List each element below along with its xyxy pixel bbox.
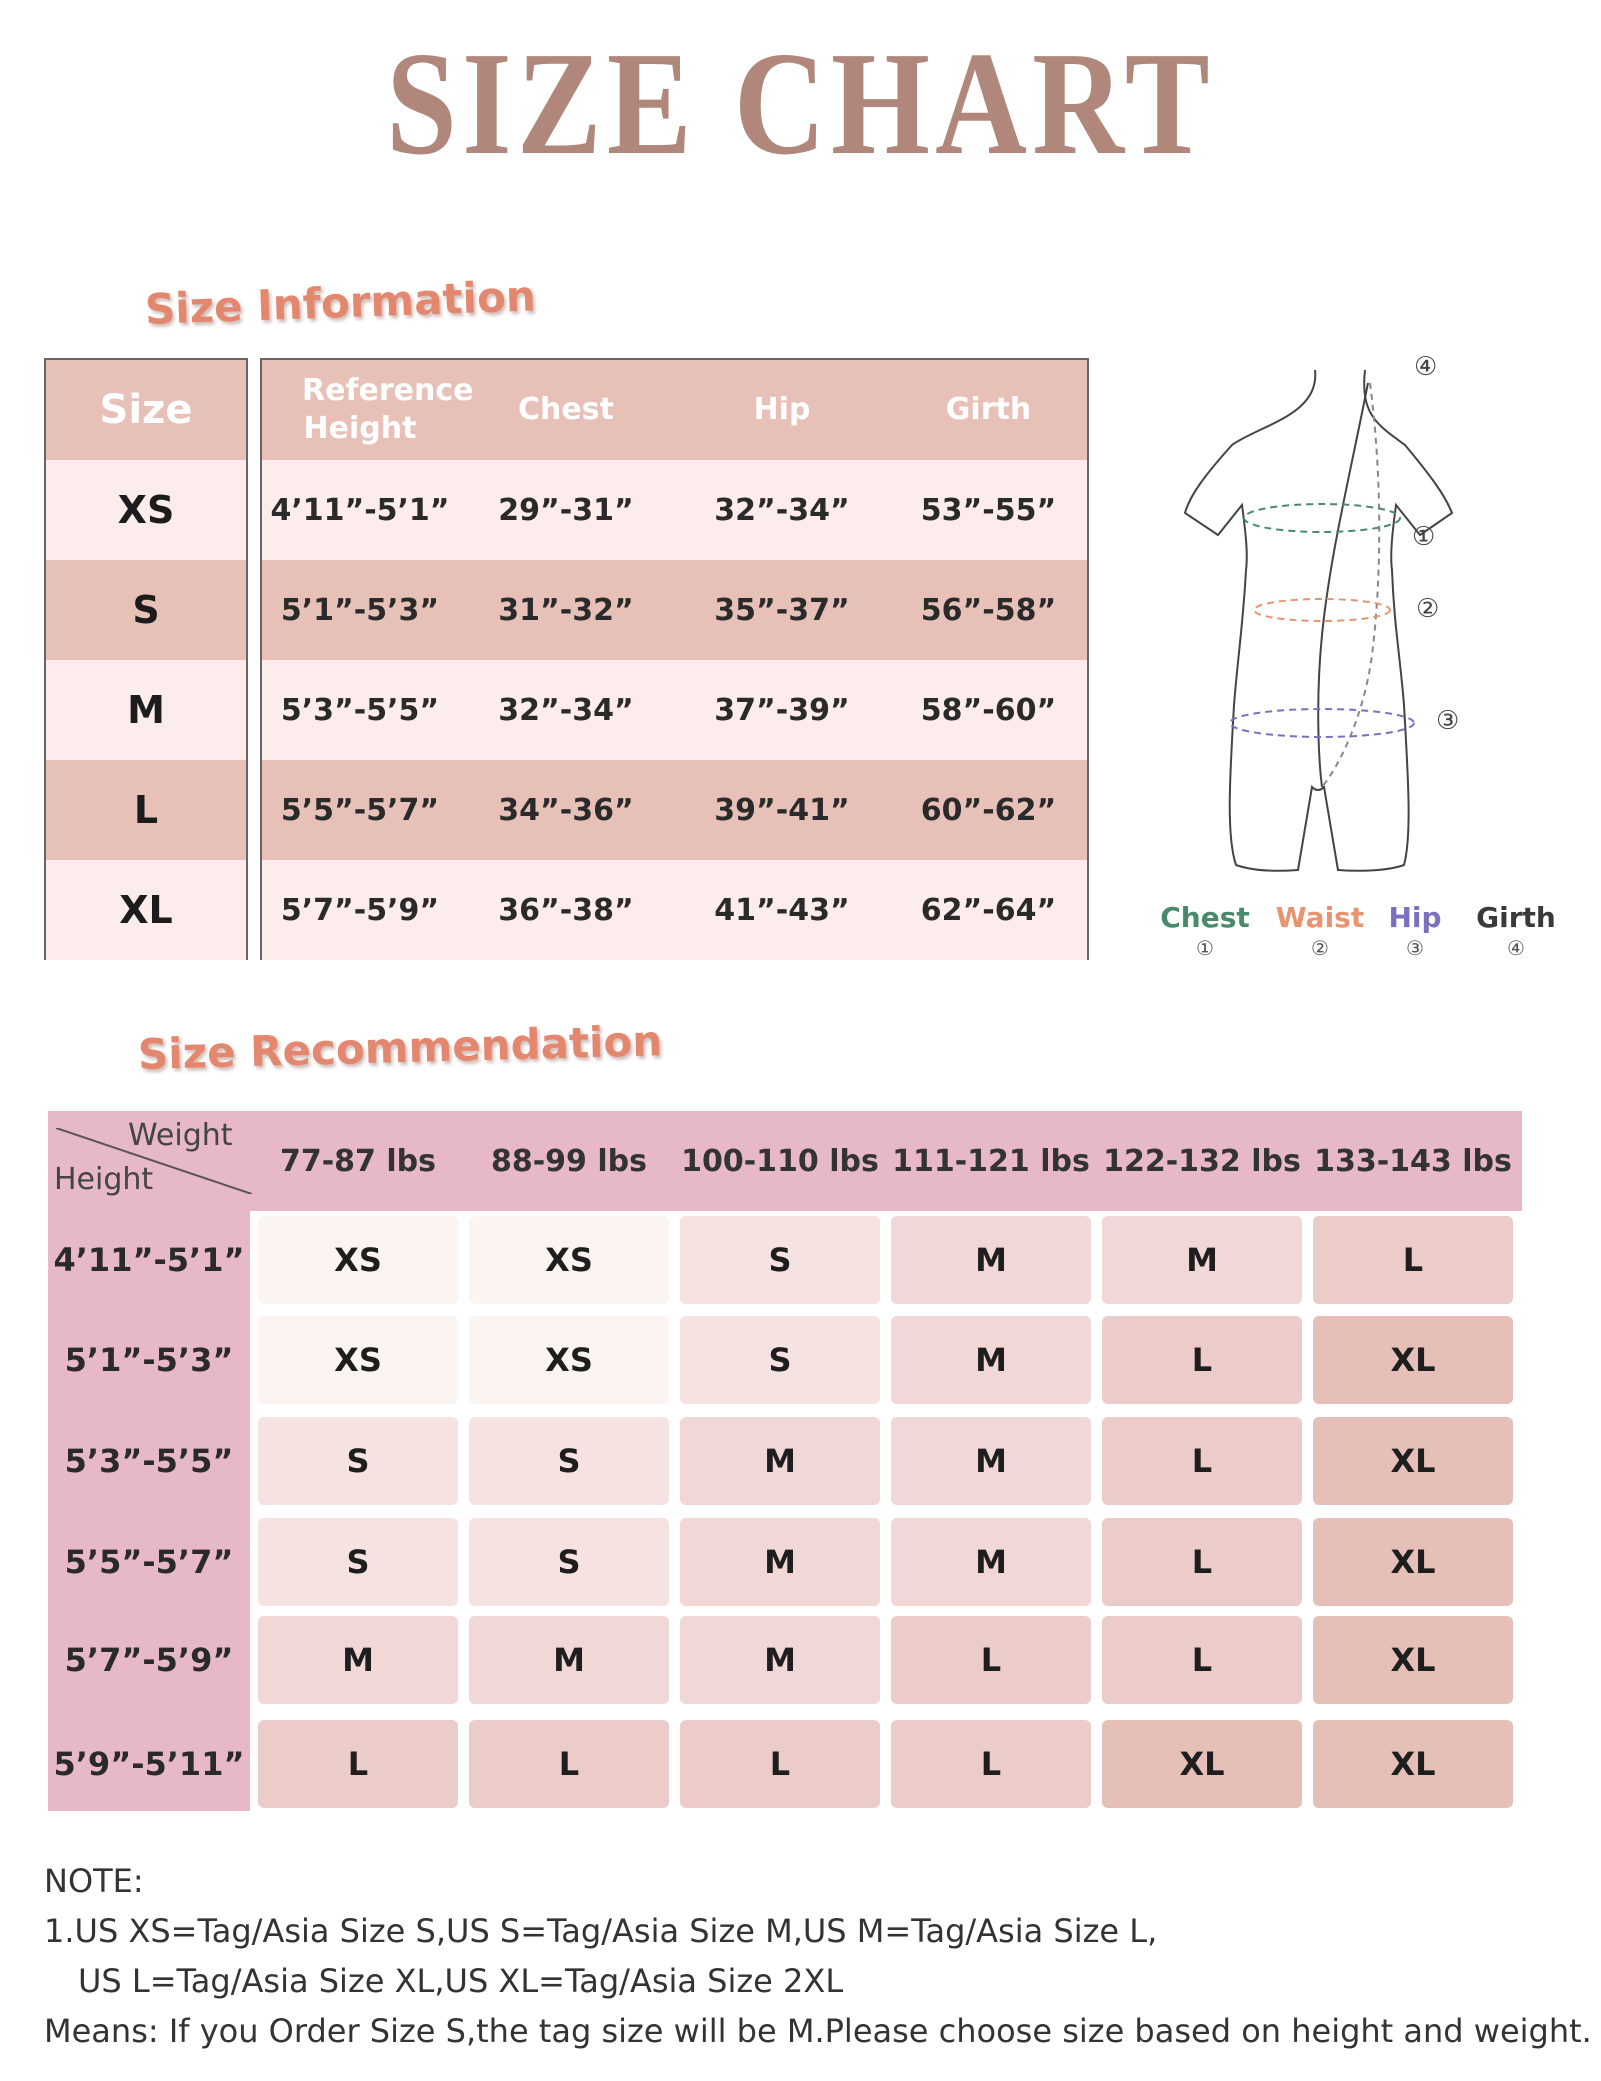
size-header-label: Size: [99, 387, 193, 433]
hip-cell: 37”-39”: [714, 692, 850, 728]
girth-cell: 53”-55”: [920, 492, 1057, 528]
legend-number: ④: [1507, 936, 1525, 960]
recommended-size-cell: M: [469, 1616, 669, 1704]
chest-header: Chest: [518, 392, 614, 427]
table-row: [46, 860, 246, 960]
recommended-size-cell: L: [680, 1720, 880, 1808]
hip-cell: 39”-41”: [714, 792, 850, 828]
girth-measure-dashed: [1322, 383, 1379, 787]
recommended-size-cell: XL: [1313, 1720, 1513, 1808]
table-row: [262, 860, 1087, 960]
recommended-size-cell: L: [1102, 1616, 1302, 1704]
notes-section: [44, 1856, 1592, 2056]
chest-cell: 32”-34”: [498, 692, 634, 728]
table-row: [46, 760, 246, 860]
recommended-size-cell: XS: [469, 1216, 669, 1304]
size-label: L: [133, 788, 159, 832]
girth-cell: 56”-58”: [920, 592, 1057, 628]
recommended-size-cell: L: [1313, 1216, 1513, 1304]
table-row: [262, 460, 1087, 560]
chest-cell: 29”-31”: [498, 492, 634, 528]
legend-hip: [1380, 900, 1450, 960]
table-row: [46, 460, 246, 560]
legend-girth: [1468, 900, 1564, 960]
size-label: S: [132, 588, 160, 632]
hip-cell: 41”-43”: [714, 892, 850, 928]
size-information-heading: Size Information: [144, 271, 537, 334]
recommended-size-cell: M: [680, 1417, 880, 1505]
height-cell: 5’3”-5’5”: [280, 692, 440, 728]
size-recommendation-heading: Size Recommendation: [137, 1016, 663, 1079]
girth-cell: 58”-60”: [920, 692, 1057, 728]
recommended-size-cell: M: [1102, 1216, 1302, 1304]
height-row-label: 5’1”-5’3”: [64, 1341, 234, 1379]
height-row-label: 5’5”-5’7”: [64, 1543, 234, 1581]
marker-4: ④: [1414, 355, 1438, 382]
legend-label: Hip: [1388, 901, 1442, 934]
chest-cell: 31”-32”: [498, 592, 634, 628]
corner-weight-label: Weight: [128, 1118, 233, 1153]
marker-2: ②: [1416, 594, 1440, 624]
recommended-size-cell: L: [1102, 1518, 1302, 1606]
note-label: NOTE:: [44, 1862, 144, 1900]
bodysuit-diagram: [1150, 355, 1570, 975]
recommended-size-cell: M: [680, 1616, 880, 1704]
recommended-size-cell: S: [258, 1518, 458, 1606]
recommended-size-cell: XL: [1102, 1720, 1302, 1808]
recommended-size-cell: L: [1102, 1316, 1302, 1404]
recommended-size-cell: M: [891, 1417, 1091, 1505]
weight-header: 88-99 lbs: [490, 1143, 647, 1179]
recommended-size-cell: XS: [258, 1316, 458, 1404]
height-row-label: 4’11”-5’1”: [53, 1241, 245, 1279]
recommended-size-cell: L: [258, 1720, 458, 1808]
girth-cell: 62”-64”: [920, 892, 1057, 928]
recommended-size-cell: XL: [1313, 1316, 1513, 1404]
recommended-size-cell: L: [891, 1720, 1091, 1808]
height-row-label: 5’9”-5’11”: [53, 1745, 245, 1783]
height-row-label: 5’3”-5’5”: [64, 1442, 234, 1480]
table-row: [262, 560, 1087, 660]
hip-header: Hip: [753, 392, 811, 427]
weight-header: 122-132 lbs: [1103, 1143, 1301, 1179]
hip-cell: 32”-34”: [714, 492, 850, 528]
corner-height-label: Height: [54, 1162, 154, 1197]
hip-cell: 35”-37”: [714, 592, 850, 628]
chest-measure-line: [1244, 504, 1400, 532]
recommended-size-cell: L: [891, 1616, 1091, 1704]
recommended-size-cell: M: [258, 1616, 458, 1704]
legend-label: Girth: [1476, 901, 1556, 934]
measurement-legend: [1150, 900, 1570, 970]
legend-waist: [1275, 900, 1365, 960]
chest-cell: 34”-36”: [498, 792, 634, 828]
reference-height-header: Reference Height: [302, 373, 474, 446]
size-column-table: [44, 358, 248, 960]
size-label: M: [127, 688, 165, 732]
girth-measure-line: [1318, 383, 1368, 787]
recommended-size-cell: XS: [258, 1216, 458, 1304]
recommended-size-cell: M: [680, 1518, 880, 1606]
height-cell: 5’7”-5’9”: [280, 892, 440, 928]
size-label: XL: [119, 888, 173, 932]
recommended-size-cell: M: [891, 1518, 1091, 1606]
height-row-label: 5’7”-5’9”: [64, 1641, 234, 1679]
legend-label: Waist: [1275, 901, 1365, 934]
weight-header: 77-87 lbs: [279, 1143, 436, 1179]
hip-measure-line: [1230, 709, 1414, 737]
table-row: [46, 660, 246, 760]
waist-measure-line: [1254, 599, 1390, 621]
table-row: [262, 660, 1087, 760]
girth-cell: 60”-62”: [920, 792, 1057, 828]
note-line-3: Means: If you Order Size S,the tag size will be M.Please choose size based on height and weight.: [44, 2012, 1592, 2050]
measurement-header-row: [262, 360, 1087, 460]
recommended-size-cell: S: [469, 1417, 669, 1505]
recommended-size-cell: S: [680, 1316, 880, 1404]
page-title: SIZE CHART: [386, 22, 1215, 186]
measurement-table: [260, 358, 1089, 960]
legend-number: ①: [1196, 936, 1214, 960]
chest-cell: 36”-38”: [498, 892, 634, 928]
recommended-size-cell: XS: [469, 1316, 669, 1404]
girth-header: Girth: [945, 392, 1032, 427]
recommended-size-cell: L: [1102, 1417, 1302, 1505]
legend-number: ②: [1311, 936, 1329, 960]
note-line-2: US L=Tag/Asia Size XL,US XL=Tag/Asia Size 2XL: [78, 1962, 844, 2000]
recommended-size-cell: XL: [1313, 1616, 1513, 1704]
recommended-size-cell: S: [258, 1417, 458, 1505]
recommended-size-cell: S: [469, 1518, 669, 1606]
height-cell: 4’11”-5’1”: [270, 492, 450, 528]
note-line-1: 1.US XS=Tag/Asia Size S,US S=Tag/Asia Size M,US M=Tag/Asia Size L,: [44, 1912, 1158, 1950]
marker-1: ①: [1412, 522, 1436, 552]
table-row: [262, 760, 1087, 860]
recommended-size-cell: M: [891, 1216, 1091, 1304]
recommended-size-cell: M: [891, 1316, 1091, 1404]
recommended-size-cell: L: [469, 1720, 669, 1808]
legend-number: ③: [1406, 936, 1424, 960]
marker-3: ③: [1436, 706, 1460, 736]
weight-header: 133-143 lbs: [1314, 1143, 1512, 1179]
height-cell: 5’5”-5’7”: [280, 792, 440, 828]
size-column-header: [46, 360, 246, 460]
recommended-size-cell: XL: [1313, 1417, 1513, 1505]
size-label: XS: [117, 488, 175, 532]
legend-label: Chest: [1160, 901, 1250, 934]
recommended-size-cell: S: [680, 1216, 880, 1304]
recommended-size-cell: XL: [1313, 1518, 1513, 1606]
table-row: [46, 560, 246, 660]
weight-header: 100-110 lbs: [681, 1143, 879, 1179]
height-cell: 5’1”-5’3”: [280, 592, 440, 628]
legend-chest: [1160, 900, 1250, 960]
weight-header: 111-121 lbs: [892, 1143, 1090, 1179]
